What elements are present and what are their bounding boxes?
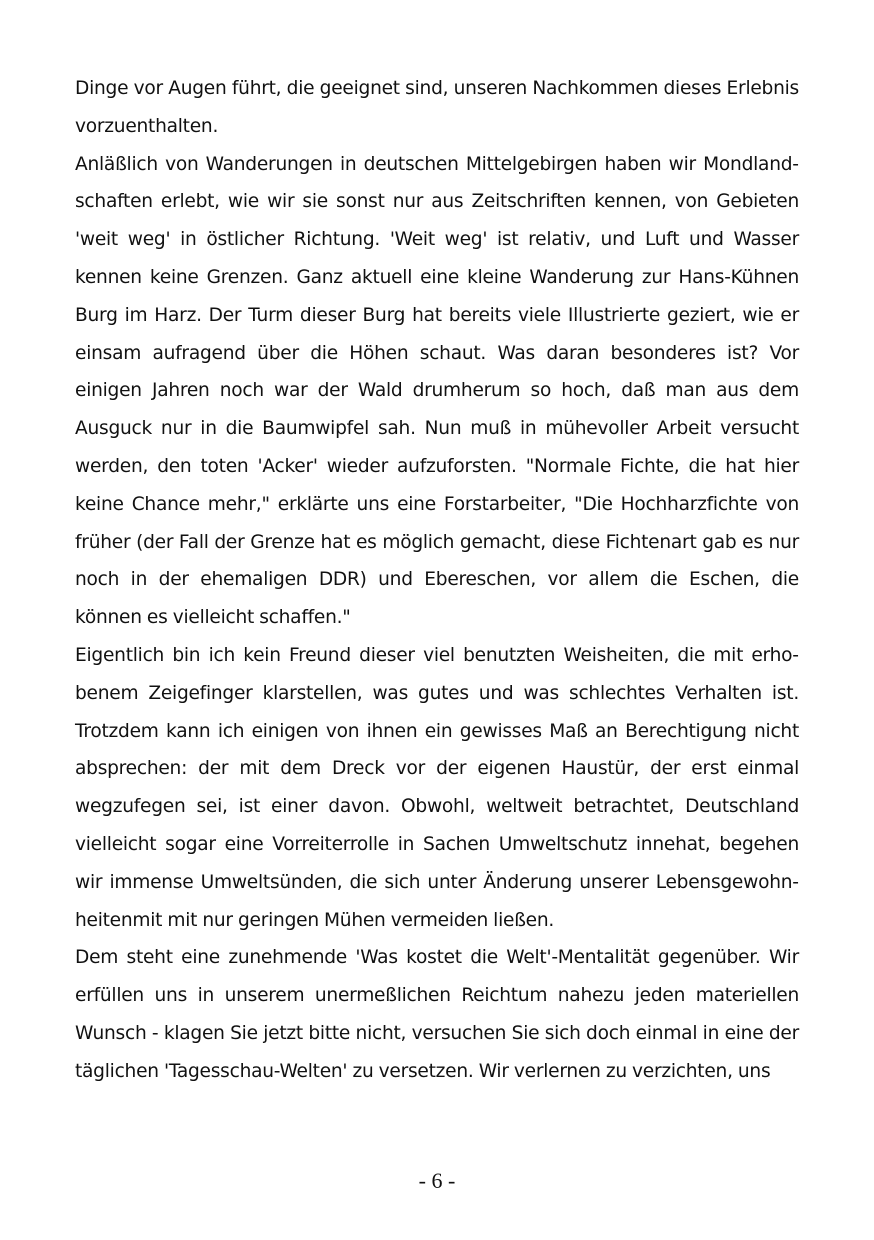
body-text	[75, 70, 799, 1091]
paragraph-1: Dinge vor Augen führt, die geeignet sind, unseren Nachkommen dieses Erlebnis vorzuenthalten.	[75, 78, 799, 137]
page-number: - 6 -	[418, 1168, 456, 1193]
paragraph-2: Anläßlich von Wanderungen in deutschen Mittelgebirgen haben wir Mondlandschaften erlebt, wie wir sie sonst nur aus Zeitschriften kennen, von Gebieten 'weit weg' in östlicher Richtung. 'Weit weg' ist relativ, und Luft und Wasser kennen keine Grenzen. Ganz aktuell eine kleine Wanderung zur Hans-Kühnen Burg im Harz. Der Turm dieser Burg hat bereits viele Illustrierte geziert, wie er einsam aufragend über die Höhen schaut. Was daran besonderes ist? Vor einigen Jahren noch war der Wald drumherum so hoch, daß man aus dem Ausguck nur in die Baumwipfel sah. Nun muß in mühevoller Arbeit versucht werden, den toten 'Acker' wieder aufzuforsten. "Normale Fichte, die hat hier keine Chance mehr," erklärte uns eine Forstarbeiter, "Die Hochharzfichte von früher (der Fall der Grenze hat es möglich gemacht, diese Fichtenart gab es nur noch in der ehemaligen DDR) und Ebereschen, vor allem die Eschen, die können es vielleicht schaffen."	[75, 153, 799, 629]
paragraph-4: Dem steht eine zunehmende 'Was kostet die Welt'-Mentalität gegenüber. Wir erfüllen uns in unserem unermeßlichen Reichtum nahezu jeden materiellen Wunsch - klagen Sie jetzt bitte nicht, versuchen Sie sich doch einmal in eine der täglichen 'Tagesschau-Welten' zu versetzen. Wir verlernen zu verzichten, uns	[75, 947, 799, 1082]
paragraph-3: Eigentlich bin ich kein Freund dieser viel benutzten Weisheiten, die mit erhobenem Zeigefinger klarstellen, was gutes und was schlechtes Verhalten ist. Trotzdem kann ich einigen von ihnen ein gewisses Maß an Berechtigung nicht absprechen: der mit dem Dreck vor der eigenen Haustür, der erst einmal wegzufegen sei, ist einer davon. Obwohl, weltweit betrachtet, Deutschland vielleicht sogar eine Vorreiterrolle in Sachen Umweltschutz innehat, begehen wir immense Umweltsünden, die sich unter Änderung unserer Lebensgewohnheitenmit mit nur geringen Mühen vermeiden ließen.	[75, 644, 799, 931]
